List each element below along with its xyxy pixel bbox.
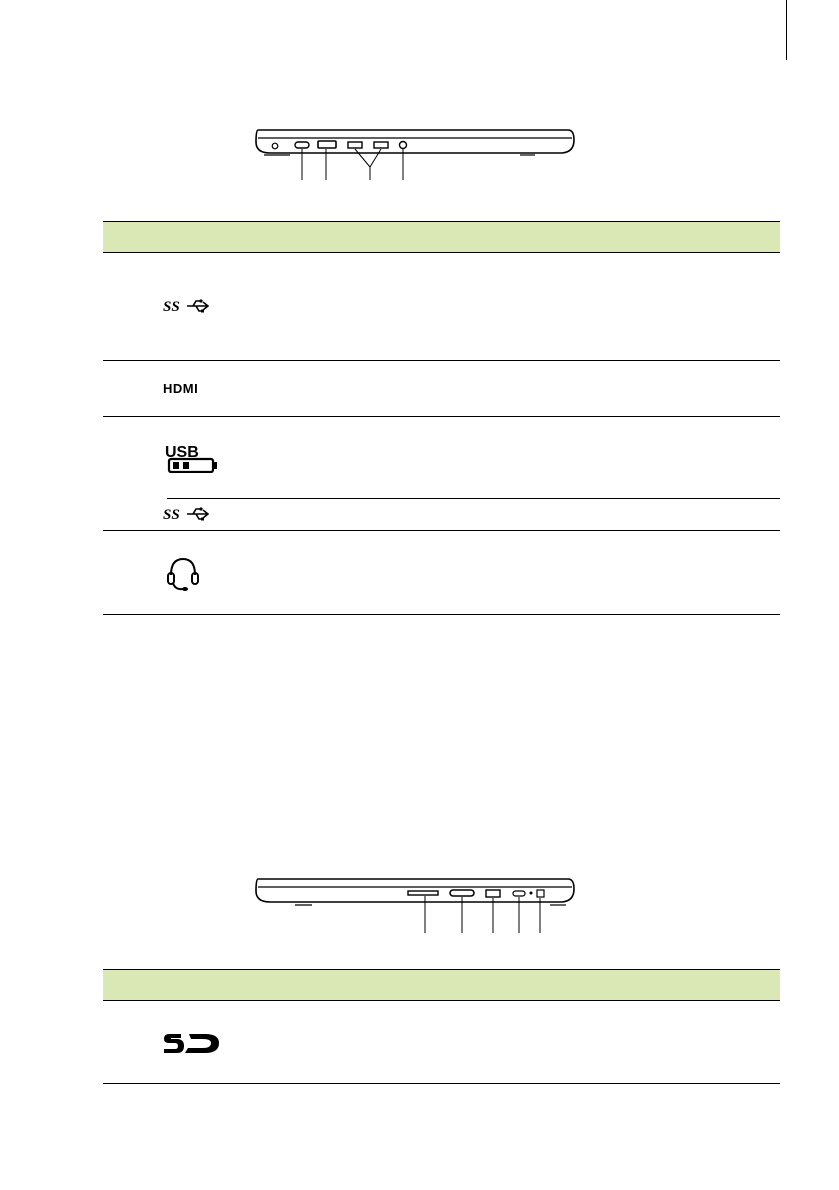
usb-superspeed-icon [163, 297, 211, 320]
laptop-right-side-drawing [250, 871, 580, 937]
svg-text:USB: USB [165, 444, 199, 461]
left-ports-table [103, 221, 780, 615]
table-row [103, 531, 780, 615]
table-row [103, 417, 780, 531]
laptop-left-side-drawing [250, 122, 580, 184]
right-side-diagram [250, 871, 580, 937]
table-row [103, 361, 780, 417]
table-header [103, 969, 780, 1001]
svg-text:HDMI: HDMI [163, 381, 199, 395]
table-row [103, 253, 780, 361]
page-edge-line [786, 0, 787, 60]
usb-superspeed-icon [163, 505, 211, 528]
svg-text:SS: SS [163, 507, 180, 523]
headset-icon [163, 553, 203, 600]
left-side-diagram [250, 122, 580, 184]
table-row [103, 1001, 780, 1084]
sd-card-icon [163, 1031, 221, 1060]
hdmi-icon [163, 381, 215, 400]
table-header [103, 221, 780, 253]
sub-row [163, 498, 780, 529]
usb-charging-icon [163, 443, 219, 478]
svg-text:SS: SS [163, 299, 180, 315]
right-ports-table [103, 969, 780, 1084]
